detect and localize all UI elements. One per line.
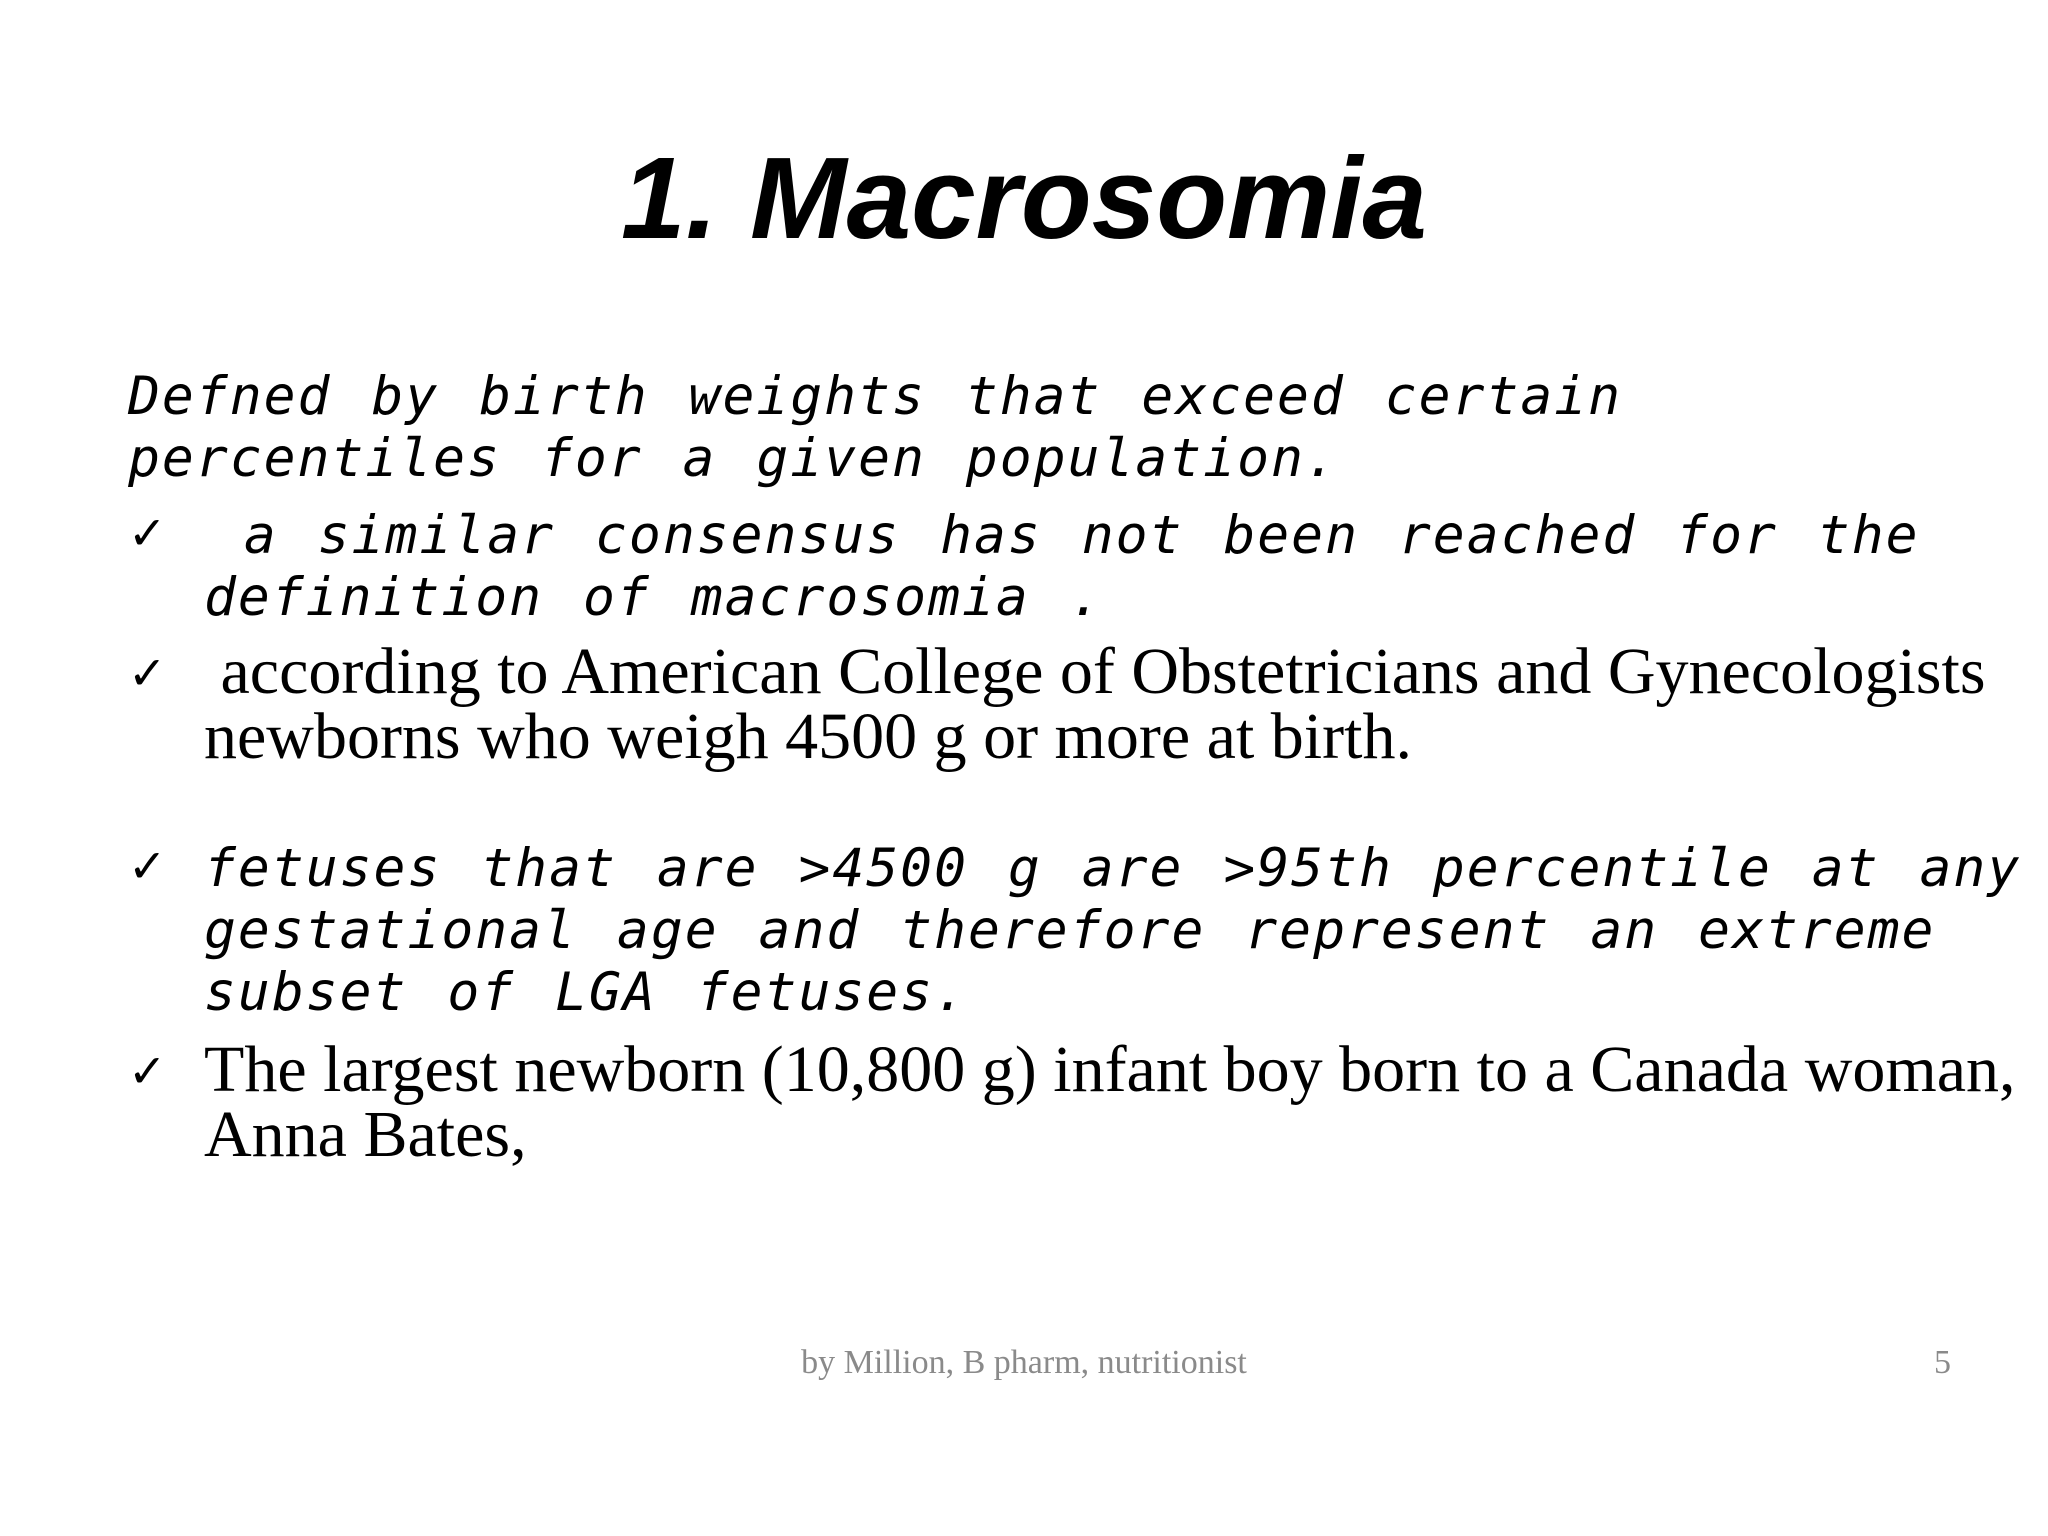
- intro-paragraph: [128, 366, 1948, 490]
- checkmark-icon: ✓: [128, 506, 169, 560]
- slide-footer: by Million, B pharm, nutritionist: [801, 1344, 1247, 1381]
- slide-title: 1. Macrosomia: [621, 133, 1427, 263]
- bullet-text: according to American College of Obstetricians and Gynecologists newborns who weigh 4500 g or more at birth.: [204, 635, 1986, 773]
- checkmark-icon: ✓: [128, 1044, 167, 1098]
- bullet-text: fetuses that are >4500 g are >95th percentile at any gestational age and therefore represent an extreme subset of LGA fetuses.: [204, 838, 2022, 1023]
- checkmark-icon: ✓: [128, 839, 169, 893]
- page-number: 5: [1934, 1344, 1951, 1381]
- bullet-item-fetuses: [128, 835, 2024, 1024]
- bullet-text: a similar consensus has not been reached for the definition of macrosomia .: [204, 505, 1920, 628]
- bullet-item-acog-definition: [128, 635, 2024, 773]
- bullet-text: The largest newborn (10,800 g) infant boy born to a Canada woman, Anna Bates,: [204, 1033, 2016, 1171]
- checkmark-icon: ✓: [128, 646, 167, 700]
- intro-text: Defned by birth weights that exceed certain percentiles for a given population.: [128, 366, 1623, 489]
- bullet-item-consensus: [128, 502, 2024, 629]
- bullet-item-largest-newborn: [128, 1033, 2024, 1171]
